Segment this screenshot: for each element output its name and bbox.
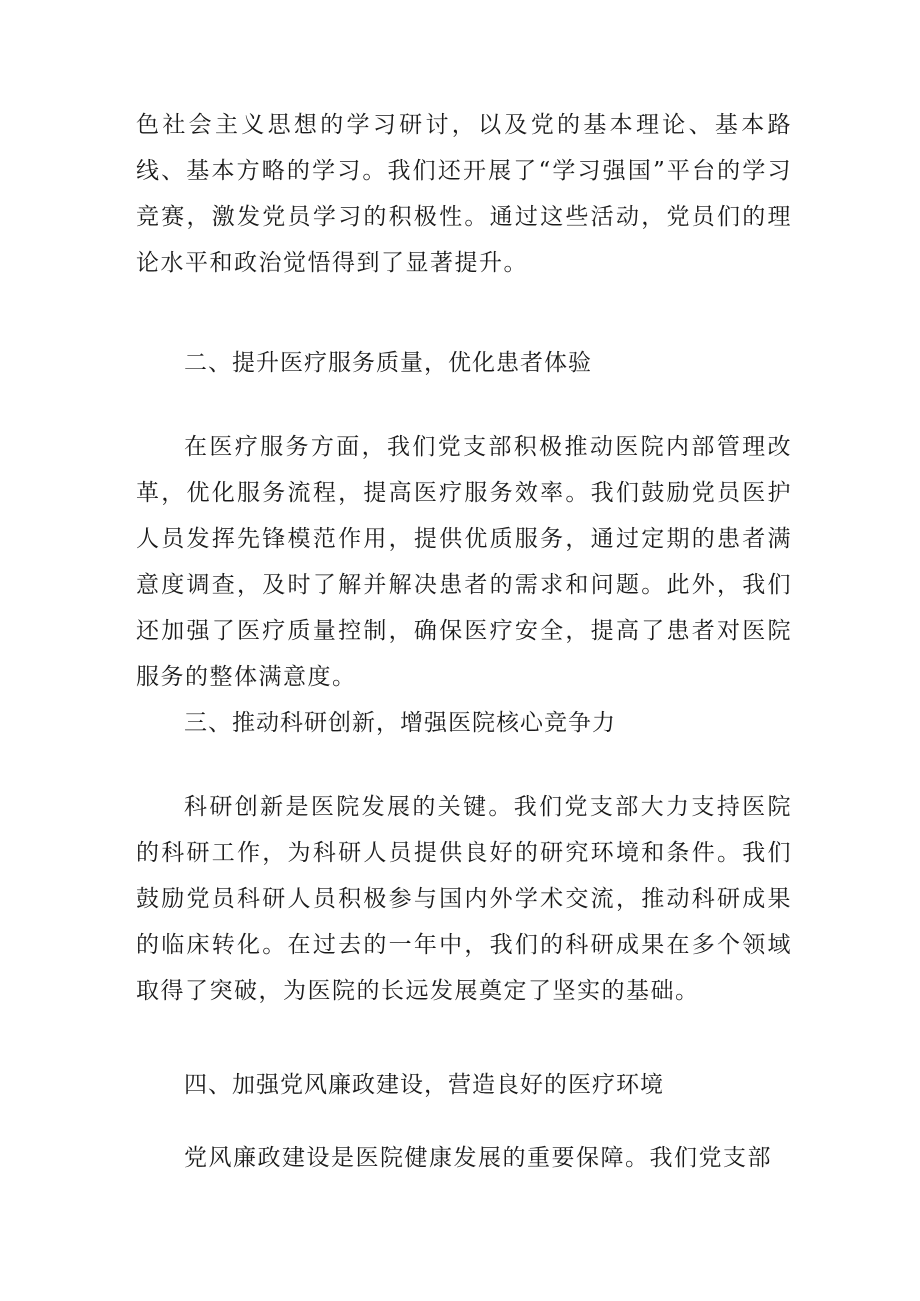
paragraph-integrity: 党风廉政建设是医院健康发展的重要保障。我们党支部	[184, 1145, 772, 1171]
paragraph-study: 色社会主义思想的学习研讨，以及党的基本理论、基本路线、基本方略的学习。我们还开展了“学习强国”平台的学习竞赛，激发党员学习的积极性。通过这些活动，党员们的理论水平和政治觉悟得到了显著提升。	[136, 112, 792, 276]
section-heading-research: 三、推动科研创新，增强医院核心竞争力	[184, 710, 616, 736]
paragraph-medical-service: 在医疗服务方面，我们党支部积极推动医院内部管理改革，优化服务流程，提高医疗服务效率。我们鼓励党员医护人员发挥先锋模范作用，提供优质服务，通过定期的患者满意度调查，及时了解并解决患者的需求和问题。此外，我们还加强了医疗质量控制，确保医疗安全，提高了患者对医院服务的整体满意度。	[136, 434, 792, 690]
paragraph-research: 科研创新是医院发展的关键。我们党支部大力支持医院的科研工作，为科研人员提供良好的研究环境和条件。我们鼓励党员科研人员积极参与国内外学术交流，推动科研成果的临床转化。在过去的一年中，我们的科研成果在多个领域取得了突破，为医院的长远发展奠定了坚实的基础。	[136, 794, 792, 1004]
section-heading-medical-service: 二、提升医疗服务质量，优化患者体验	[184, 350, 592, 376]
section-heading-integrity: 四、加强党风廉政建设，营造良好的医疗环境	[184, 1072, 664, 1098]
